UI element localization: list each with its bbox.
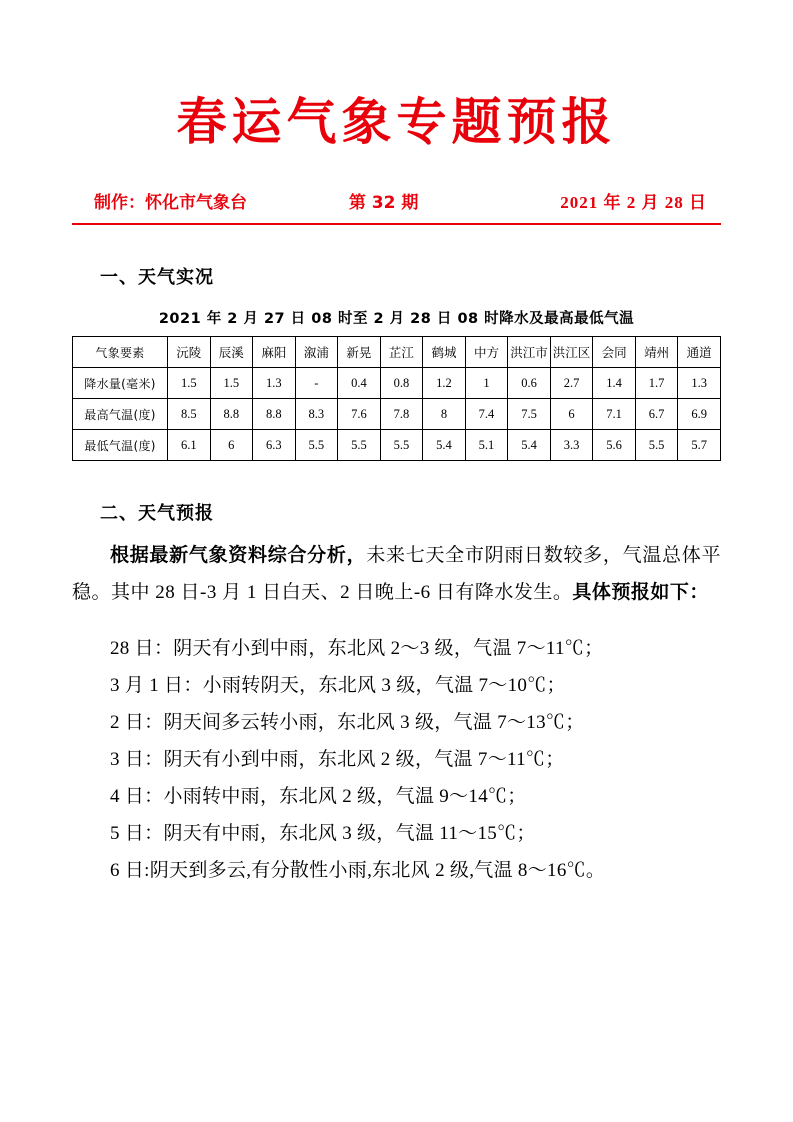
table-row xyxy=(73,368,721,399)
meta-issue-number: 第 32 期 xyxy=(348,193,419,213)
list-item: 5 日：阴天有中雨，东北风 3 级，气温 11～15℃； xyxy=(110,823,536,844)
table-column-header: 鹤城 xyxy=(423,337,466,368)
table-column-header: 沅陵 xyxy=(168,337,211,368)
table-column-header: 洪江区 xyxy=(550,337,593,368)
table-cell: 5.5 xyxy=(380,430,423,461)
table-cell: 5.4 xyxy=(423,430,466,461)
table-column-header: 会同 xyxy=(593,337,636,368)
table-corner-label: 气象要素 xyxy=(73,337,168,368)
document-meta xyxy=(72,188,721,213)
table-cell: 7.8 xyxy=(380,399,423,430)
list-item: 4 日：小雨转中雨，东北风 2 级，气温 9～14℃； xyxy=(110,786,527,807)
table-cell: 1.5 xyxy=(168,368,211,399)
table-cell: 7.5 xyxy=(508,399,551,430)
table-cell: 1.3 xyxy=(678,368,721,399)
table-cell: 7.6 xyxy=(338,399,381,430)
table-cell: 0.4 xyxy=(338,368,381,399)
table-column-header: 中方 xyxy=(465,337,508,368)
list-item: 3 日：阴天有小到中雨，东北风 2 级，气温 7～11℃； xyxy=(110,749,565,770)
table-cell: 8.8 xyxy=(253,399,296,430)
table-cell: 5.6 xyxy=(593,430,636,461)
section-heading-forecast: 二、天气预报 xyxy=(100,503,214,524)
table-cell: 5.1 xyxy=(465,430,508,461)
table-cell: 1.5 xyxy=(210,368,253,399)
table-cell: 5.5 xyxy=(295,430,338,461)
table-cell: 2.7 xyxy=(550,368,593,399)
table-row-label: 降水量(毫米) xyxy=(73,368,168,399)
table-cell: 5.5 xyxy=(338,430,381,461)
table-cell: 6.1 xyxy=(168,430,211,461)
table-row-label: 最高气温(度) xyxy=(73,399,168,430)
list-item: 6 日:阴天到多云,有分散性小雨,东北风 2 级,气温 8～16℃。 xyxy=(110,860,606,881)
table-header-row xyxy=(73,337,721,368)
forecast-intro-bold-tail: 具体预报如下： xyxy=(572,581,709,603)
table-column-header: 新晃 xyxy=(338,337,381,368)
meta-producer: 制作：怀化市气象台 xyxy=(94,193,247,213)
meta-date: 2021 年 2 月 28 日 xyxy=(560,193,707,212)
list-item: 3 月 1 日：小雨转阴天，东北风 3 级，气温 7～10℃； xyxy=(110,675,566,696)
forecast-intro-text: 未来七天全市阴雨日数较多，气温总体平稳。其中 28 日-3 月 1 日白天、2 日晚上-6 日有降水发生。 xyxy=(72,545,721,603)
table-column-header: 洪江市 xyxy=(508,337,551,368)
document-body xyxy=(0,92,793,889)
table-column-header: 溆浦 xyxy=(295,337,338,368)
table-caption: 2021 年 2 月 27 日 08 时至 2 月 28 日 08 时降水及最高最低气温 xyxy=(158,311,635,327)
table-cell: 5.5 xyxy=(635,430,678,461)
table-cell: 1.2 xyxy=(423,368,466,399)
table-cell: 8.5 xyxy=(168,399,211,430)
table-cell: 1.4 xyxy=(593,368,636,399)
table-cell: 7.4 xyxy=(465,399,508,430)
table-row xyxy=(73,399,721,430)
table-row xyxy=(73,430,721,461)
table-cell: 5.7 xyxy=(678,430,721,461)
header-divider xyxy=(72,223,721,225)
table-cell: 1.7 xyxy=(635,368,678,399)
list-item: 2 日：阴天间多云转小雨，东北风 3 级，气温 7～13℃； xyxy=(110,712,585,733)
table-cell: - xyxy=(295,368,338,399)
table-cell: 6 xyxy=(550,399,593,430)
section-heading-observation: 一、天气实况 xyxy=(100,267,214,288)
table-cell: 6.9 xyxy=(678,399,721,430)
table-cell: 8.3 xyxy=(295,399,338,430)
forecast-list xyxy=(72,630,721,889)
table-cell: 0.8 xyxy=(380,368,423,399)
table-column-header: 辰溪 xyxy=(210,337,253,368)
forecast-intro-paragraph xyxy=(72,537,721,611)
table-column-header: 靖州 xyxy=(635,337,678,368)
table-column-header: 麻阳 xyxy=(253,337,296,368)
table-cell: 1.3 xyxy=(253,368,296,399)
page-title: 春运气象专题预报 xyxy=(176,93,617,151)
table-cell: 5.4 xyxy=(508,430,551,461)
table-cell: 8.8 xyxy=(210,399,253,430)
table-column-header: 通道 xyxy=(678,337,721,368)
table-cell: 6.3 xyxy=(253,430,296,461)
table-cell: 0.6 xyxy=(508,368,551,399)
forecast-intro-bold-lead: 根据最新气象资料综合分析， xyxy=(110,544,367,566)
table-row-label: 最低气温(度) xyxy=(73,430,168,461)
table-cell: 7.1 xyxy=(593,399,636,430)
table-cell: 3.3 xyxy=(550,430,593,461)
table-column-header: 芷江 xyxy=(380,337,423,368)
list-item: 28 日：阴天有小到中雨，东北风 2～3 级，气温 7～11℃； xyxy=(110,638,604,659)
weather-data-table xyxy=(72,336,721,461)
table-cell: 6.7 xyxy=(635,399,678,430)
table-cell: 8 xyxy=(423,399,466,430)
table-cell: 1 xyxy=(465,368,508,399)
table-cell: 6 xyxy=(210,430,253,461)
